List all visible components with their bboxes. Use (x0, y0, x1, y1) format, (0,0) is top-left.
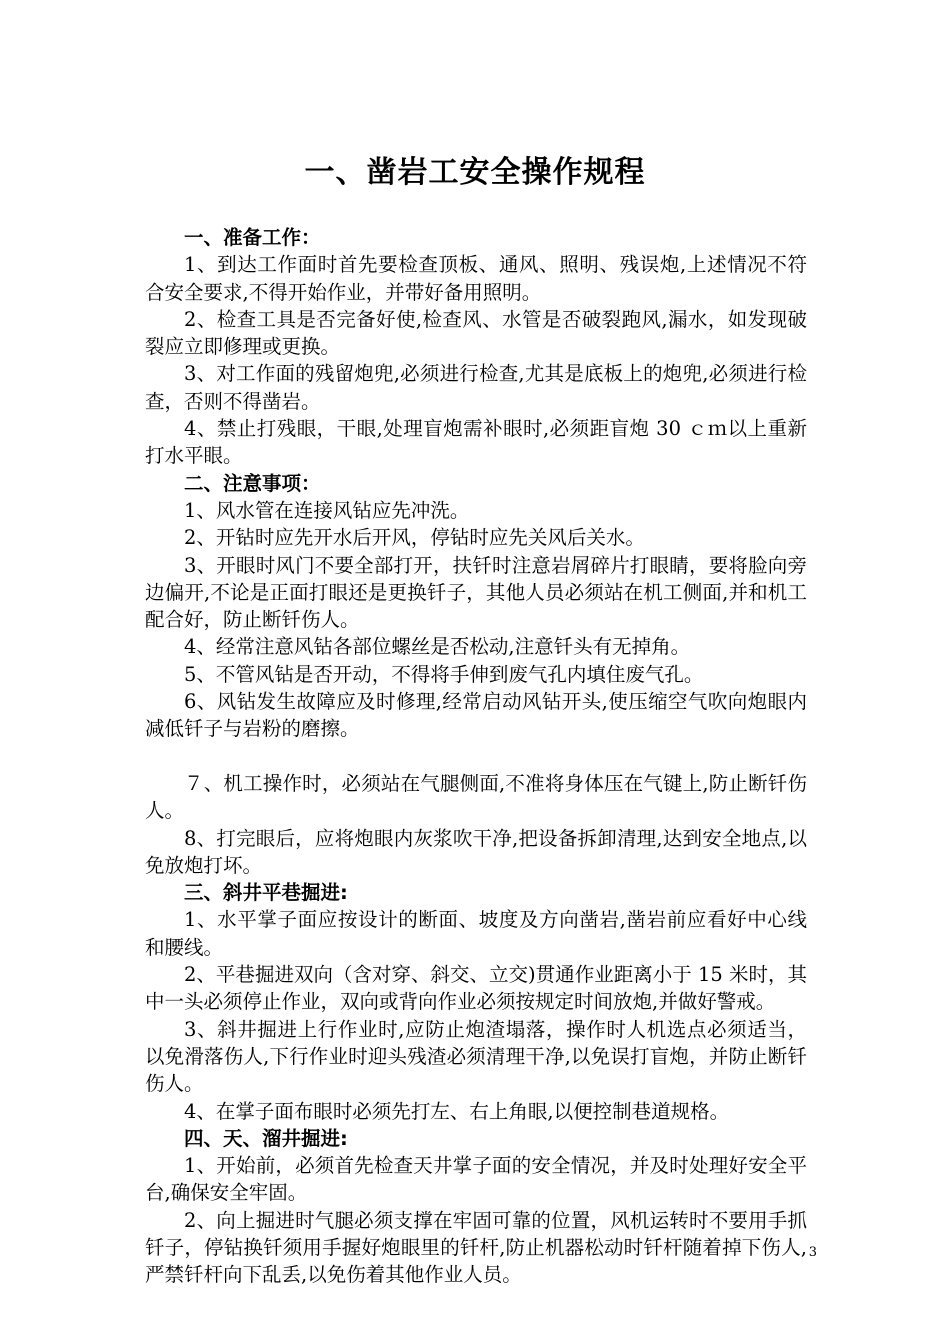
paragraph: 3、开眼时风门不要全部打开，扶钎时注意岩屑碎片打眼睛，要将脸向旁边偏开,不论是正面打眼还是更换钎子，其他人员必须站在机工侧面,并和机工配合好，防止断钎伤人。 (145, 553, 807, 632)
paragraph: 8、打完眼后，应将炮眼内灰浆吹干净,把设备拆卸清理,达到安全地点,以免放炮打坏。 (145, 826, 807, 877)
paragraph: 4、在掌子面布眼时必须先打左、右上角眼,以便控制巷道规格。 (184, 1099, 730, 1123)
paragraph: 2、平巷掘进双向（含对穿、斜交、立交)贯通作业距离小于 15 米时，其中一头必须停止作业，双向或背向作业必须按规定时间放炮,并做好警戒。 (145, 963, 807, 1014)
paragraph: 2、开钻时应先开水后开风，停钻时应先关风后关水。 (184, 526, 645, 550)
paragraph: 4、禁止打残眼，干眼,处理盲炮需补眼时,必须距盲炮 30 ｃｍ以上重新打水平眼。 (145, 417, 807, 468)
section-heading-precautions: 二、注意事项： (184, 471, 321, 495)
paragraph: 1、开始前，必须首先检查天井掌子面的安全情况，并及时处理好安全平台,确保安全牢固。 (145, 1154, 807, 1205)
paragraph: 1、到达工作面时首先要检查顶板、通风、照明、残误炮,上述情况不符合安全要求,不得开始作业，并带好备用照明。 (145, 253, 807, 304)
paragraph: 4、经常注意风钻各部位螺丝是否松动,注意钎头有无掉角。 (184, 635, 691, 659)
paragraph: ７、机工操作时，必须站在气腿侧面,不准将身体压在气键上,防止断钎伤人。 (145, 771, 807, 823)
paragraph: 6、风钻发生故障应及时修理,经常启动风钻开头,使压缩空气吹向炮眼内减低钎子与岩粉的磨擦。 (145, 690, 807, 741)
paragraph: 1、风水管在连接风钻应先冲洗。 (184, 498, 470, 522)
page-title: 一、凿岩工安全操作规程 (304, 155, 646, 190)
section-heading-incline-drift: 三、斜井平巷掘进: (184, 881, 348, 905)
paragraph: 2、向上掘进时气腿必须支撑在牢固可靠的位置，风机运转时不要用手抓钎子，停钻换钎须用手握好炮眼里的钎杆,防止机器松动时钎杆随着掉下伤人,严禁钎杆向下乱丢,以免伤着其他作业人员。 (145, 1208, 807, 1287)
blank-line (145, 743, 807, 770)
paragraph: 5、不管风钻是否开动，不得将手伸到废气孔内填住废气孔。 (184, 662, 704, 686)
paragraph: 3、对工作面的残留炮兜,必须进行检查,尤其是底板上的炮兜,必须进行检查，否则不得凿岩。 (145, 362, 807, 413)
paragraph: 1、水平掌子面应按设计的断面、坡度及方向凿岩,凿岩前应看好中心线和腰线。 (145, 908, 807, 959)
document-body (145, 224, 807, 1289)
page-number: 3 (808, 1245, 817, 1260)
section-heading-raise-chute: 四、天、溜井掘进: (184, 1126, 348, 1150)
section-heading-preparation: 一、准备工作： (184, 226, 321, 249)
paragraph: 3、斜井掘进上行作业时,应防止炮渣塌落，操作时人机选点必须适当，以免滑落伤人,下行作业时迎头残渣必须清理干净,以免误打盲炮，并防止断钎伤人。 (145, 1017, 807, 1096)
paragraph: 2、检查工具是否完备好使,检查风、水管是否破裂跑风,漏水，如发现破裂应立即修理或更换。 (145, 307, 807, 359)
